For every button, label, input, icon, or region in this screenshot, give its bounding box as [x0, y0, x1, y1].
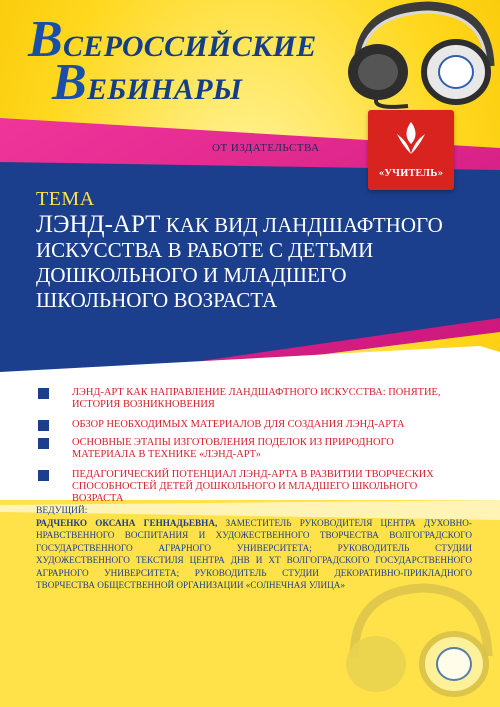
publisher-logo [368, 110, 454, 190]
brand-line-1: ВСЕРОССИЙСКИЕ [28, 11, 317, 68]
logo-text: «УЧИТЕЛЬ» [378, 169, 444, 179]
presenter-name: РАДЧЕНКО ОКСАНА ГЕННАДЬЕВНА, [36, 518, 218, 528]
presenter-description: ЗАМЕСТИТЕЛЬ РУКОВОДИТЕЛЯ ЦЕНТРА ДУХОВНО-НРАВСТВЕННОГО ВОСПИТАНИЯ И ХУДОЖЕСТВЕННОГО ТВОРЧЕСТВА ВОЛГОГРАДСКОГО ГОСУДАРСТВЕННОГО АГРАРНОГО УНИВЕРСИТЕТА; РУКОВОДИТЕЛЬ СТУДИИ ХУДОЖЕСТВЕННОГО ТЕКСТИЛЯ ЦЕНТРА ДНВ И ХТ ВОЛГОГРАДСКОГО ГОСУДАРСТВЕННОГО АГРАРНОГО УНИВЕРСИТЕТА; РУКОВОДИТЕЛЬ СТУДИИ ДЕКОРАТИВНО-ПРИКЛАДНОГО ТВОРЧЕСТВА ОБЩЕСТВЕННОЙ ОРГАНИЗАЦИИ «СОЛНЕЧНАЯ УЛИЦА» [36, 518, 472, 591]
list-item: ОБЗОР НЕОБХОДИМЫХ МАТЕРИАЛОВ ДЛЯ СОЗДАНИЯ ЛЭНД-АРТА [38, 419, 458, 431]
publisher-caption: ОТ ИЗДАТЕЛЬСТВА [212, 142, 320, 154]
square-bullet-icon [38, 470, 49, 481]
headphones-icon [336, 578, 496, 707]
topic-title [36, 212, 476, 313]
brand-title [28, 11, 317, 111]
agenda-list [38, 387, 458, 513]
topic-title-lead: ЛЭНД-АРТ [36, 211, 161, 238]
brand-line-2: ВЕБИНАРЫ [52, 54, 243, 111]
topic-title-rest: КАК ВИД ЛАНДШАФТНОГО ИСКУССТВА В РАБОТЕ С ДЕТЬМИ ДОШКОЛЬНОГО И МЛАДШЕГО ШКОЛЬНОГО ВОЗРАСТА [36, 213, 443, 312]
headphones-icon [338, 0, 498, 117]
presenter-label: ВЕДУЩИЙ: [36, 506, 88, 516]
list-item: ПЕДАГОГИЧЕСКИЙ ПОТЕНЦИАЛ ЛЭНД-АРТА В РАЗВИТИИ ТВОРЧЕСКИХ СПОСОБНОСТЕЙ ДЕТЕЙ ДОШКОЛЬНОГО И МЛАДШЕГО ШКОЛЬНОГО ВОЗРАСТА [38, 469, 458, 505]
square-bullet-icon [38, 388, 49, 399]
topic-label: ТЕМА [36, 188, 95, 210]
square-bullet-icon [38, 438, 49, 449]
square-bullet-icon [38, 420, 49, 431]
list-item: ОСНОВНЫЕ ЭТАПЫ ИЗГОТОВЛЕНИЯ ПОДЕЛОК ИЗ ПРИРОДНОГО МАТЕРИАЛА В ТЕХНИКЕ «ЛЭНД-АРТ» [38, 437, 458, 461]
book-flame-icon [395, 120, 427, 156]
list-item: ЛЭНД-АРТ КАК НАПРАВЛЕНИЕ ЛАНДШАФТНОГО ИСКУССТВА: ПОНЯТИЕ, ИСТОРИЯ ВОЗНИКНОВЕНИЯ [38, 387, 458, 411]
